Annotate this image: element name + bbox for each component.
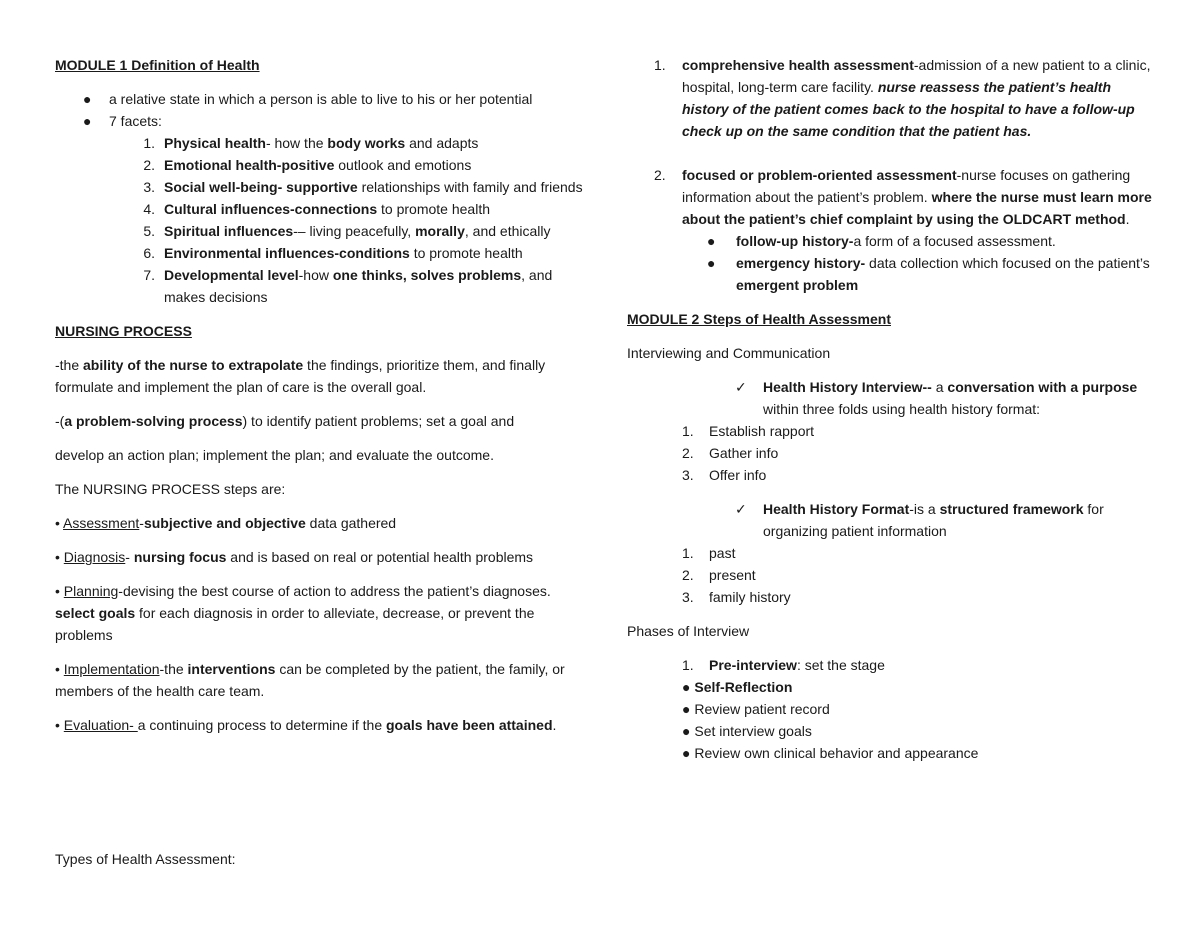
- list-number: 1.: [682, 657, 694, 673]
- list-number: 7.: [143, 267, 155, 283]
- step-bold: nursing focus: [133, 549, 227, 565]
- np2-pre: -(: [55, 413, 65, 429]
- facet-text: [55, 176, 585, 198]
- step-name: Diagnosis: [63, 549, 126, 565]
- facet-bold-2: morally: [415, 223, 465, 239]
- assessment-type-1: [627, 54, 1157, 142]
- list-item: [627, 420, 1157, 442]
- list-number: 5.: [143, 223, 155, 239]
- facet-text: [55, 154, 585, 176]
- pre-bold: Pre-interview: [709, 657, 797, 673]
- bullet-icon: ●: [682, 679, 695, 695]
- assess2-bold2: where the nurse must learn more about the patient’s chief complaint by using the OLDCART method: [682, 189, 1152, 227]
- facets-list: [55, 132, 585, 308]
- step-item: [55, 546, 585, 568]
- facet-bold: Physical health: [164, 135, 266, 151]
- facet-text: [55, 198, 585, 220]
- list-item: [682, 742, 1157, 764]
- list-item-text: Review patient record: [694, 701, 830, 717]
- step-item: [55, 658, 585, 702]
- list-number: 1.: [654, 57, 666, 73]
- facet-normal-2: , and ethically: [464, 223, 551, 239]
- list-number: 2.: [682, 445, 694, 461]
- facet-item: [55, 242, 585, 264]
- hhi-text2: within three folds using health history format:: [763, 401, 1041, 417]
- list-item: [682, 720, 1157, 742]
- facet-item: [55, 176, 585, 198]
- facet-normal-2: , and makes decisions: [164, 267, 553, 305]
- list-item: [627, 252, 1157, 296]
- health-history-format: [627, 498, 1157, 542]
- np1-post: the findings, prioritize them, and finally formulate and implement the plan of care is the overall goal.: [55, 357, 546, 395]
- bullet-icon: •: [55, 549, 64, 565]
- interviewing-heading: Interviewing and Communication: [627, 345, 831, 361]
- list-item: [55, 110, 585, 132]
- list-item: [682, 698, 1157, 720]
- checkmark-icon: ✓: [735, 379, 747, 395]
- facet-bold: Spiritual influences: [164, 223, 294, 239]
- steps-intro: The NURSING PROCESS steps are:: [55, 481, 286, 497]
- phase-bullets: [627, 676, 1157, 764]
- facet-normal: to promote health: [377, 201, 490, 217]
- step-text: and is based on real or potential health problems: [226, 549, 534, 565]
- bullet-icon: •: [55, 717, 64, 733]
- step-text-2: .: [552, 717, 557, 733]
- hhi-list: [627, 420, 1157, 486]
- list-item-text: Offer info: [709, 467, 767, 483]
- step-sep: -the: [159, 661, 188, 677]
- checkmark-icon: ✓: [735, 501, 747, 517]
- step-text: data gathered: [305, 515, 397, 531]
- pre-interview-item: [627, 654, 1157, 676]
- facet-normal: relationships with family and friends: [357, 179, 583, 195]
- list-number: 2.: [682, 567, 694, 583]
- facet-text: [55, 220, 585, 242]
- assess2-bold: focused or problem-oriented assessment: [682, 167, 957, 183]
- list-item-text: present: [709, 567, 756, 583]
- bullet-icon: •: [55, 583, 64, 599]
- nursing-process-title: NURSING PROCESS: [55, 323, 192, 339]
- np1-pre: -the: [55, 357, 84, 373]
- step-text-2: for each diagnosis in order to alleviate, decrease, or prevent the problems: [55, 605, 535, 643]
- step-name: Evaluation-: [63, 717, 138, 733]
- list-item-text: family history: [709, 589, 791, 605]
- list-item: [627, 564, 1157, 586]
- step-text: can be completed by the patient, the family, or members of the health care team.: [55, 661, 565, 699]
- list-number: 3.: [682, 589, 694, 605]
- facet-item: [55, 198, 585, 220]
- facet-normal: to promote health: [409, 245, 523, 261]
- step-text: a continuing process to determine if the: [137, 717, 386, 733]
- list-number: 1.: [682, 545, 694, 561]
- hhf-bold2: structured framework: [939, 501, 1084, 517]
- assess2-end: .: [1125, 211, 1130, 227]
- list-item: [627, 542, 1157, 564]
- facet-item: [55, 132, 585, 154]
- types-title: Types of Health Assessment:: [55, 851, 236, 867]
- bullet-icon: •: [55, 661, 64, 677]
- step-text: -devising the best course of action to address the patient’s diagnoses.: [118, 583, 551, 599]
- left-column: [55, 54, 585, 867]
- hhi-text1: a: [931, 379, 948, 395]
- np2-bold: a problem-solving process: [64, 413, 243, 429]
- list-number: 1.: [143, 135, 155, 151]
- bullet-icon: ●: [682, 701, 695, 717]
- bullet-icon: ●: [682, 723, 695, 739]
- facet-normal-2: and adapts: [405, 135, 479, 151]
- sub-bold: emergency history-: [736, 255, 866, 271]
- health-history-interview: [627, 376, 1157, 420]
- facet-item: [55, 154, 585, 176]
- list-number: 1.: [682, 423, 694, 439]
- facet-text: [55, 264, 585, 308]
- module2-title: MODULE 2 Steps of Health Assessment: [627, 311, 891, 327]
- sub-bold: follow-up history-: [736, 233, 854, 249]
- list-item: [627, 442, 1157, 464]
- assess2-text: -nurse focuses on gathering information about the patient’s problem.: [682, 167, 1131, 205]
- list-number: 2.: [143, 157, 155, 173]
- list-item: [627, 464, 1157, 486]
- list-number: 6.: [143, 245, 155, 261]
- bullet-icon: ●: [83, 91, 92, 107]
- hhf-text: -is a: [909, 501, 940, 517]
- list-item-text: 7 facets:: [109, 113, 162, 129]
- facet-bold: Cultural influences-connections: [164, 201, 378, 217]
- list-item-text: Self-Reflection: [694, 679, 793, 695]
- facet-text: [55, 242, 585, 264]
- step-item: [55, 714, 585, 736]
- step-bold-2: goals have been attained: [386, 717, 553, 733]
- bullet-icon: ●: [707, 233, 716, 249]
- hhi-bold: Health History Interview--: [763, 379, 932, 395]
- np-paragraph-3: develop an action plan; implement the plan; and evaluate the outcome.: [55, 447, 494, 463]
- facet-bold-2: one thinks, solves problems: [332, 267, 522, 283]
- hhf-text2: for organizing patient information: [763, 501, 1104, 539]
- list-item: [627, 230, 1157, 252]
- facet-text: [55, 132, 585, 154]
- facet-normal: -– living peacefully,: [293, 223, 416, 239]
- facet-bold: Developmental level: [164, 267, 299, 283]
- list-item-text: a relative state in which a person is able to live to his or her potential: [109, 91, 533, 107]
- step-bold: interventions: [187, 661, 276, 677]
- facet-item: [55, 220, 585, 242]
- list-item: [55, 88, 585, 110]
- sub-bold2: emergent problem: [736, 277, 859, 293]
- facet-bold: Social well-being- supportive: [164, 179, 358, 195]
- list-item-text: Gather info: [709, 445, 779, 461]
- step-name: Assessment: [63, 515, 140, 531]
- facet-bold: Environmental influences-conditions: [164, 245, 410, 261]
- step-name: Implementation: [63, 661, 160, 677]
- np2-post: ) to identify patient problems; set a goal and: [242, 413, 515, 429]
- facet-normal: -how: [298, 267, 333, 283]
- np1-bold: ability of the nurse to extrapolate: [83, 357, 304, 373]
- bullet-icon: ●: [83, 113, 92, 129]
- hhf-bold: Health History Format: [763, 501, 910, 517]
- facet-bold: Emotional health-positive: [164, 157, 335, 173]
- sub-text: a form of a focused assessment.: [853, 233, 1056, 249]
- hhf-list: [627, 542, 1157, 608]
- phases-title: Phases of Interview: [627, 623, 750, 639]
- step-bold-2: select goals: [55, 605, 136, 621]
- list-item-text: Review own clinical behavior and appearance: [694, 745, 979, 761]
- list-number: 3.: [143, 179, 155, 195]
- np-paragraph-1: [55, 354, 585, 398]
- list-item: [627, 586, 1157, 608]
- assess1-bold: comprehensive health assessment: [682, 57, 914, 73]
- sub-text: data collection which focused on the patient’s: [865, 255, 1150, 271]
- assess1-italic: nurse reassess the patient’s health history of the patient comes back to the hospital to have a follow-up check up on the same condition that the patient has.: [682, 79, 1135, 139]
- list-number: 2.: [654, 167, 666, 183]
- step-sep: -: [139, 515, 144, 531]
- step-name: Planning: [63, 583, 119, 599]
- facet-item: [55, 264, 585, 308]
- hhi-bold2: conversation with a purpose: [947, 379, 1138, 395]
- list-number: 3.: [682, 467, 694, 483]
- facet-normal: - how the: [265, 135, 328, 151]
- bullet-icon: ●: [682, 745, 695, 761]
- assessment-type-2: [627, 164, 1157, 230]
- step-bold: subjective and objective: [143, 515, 306, 531]
- right-column: [627, 54, 1157, 764]
- pre-text: : set the stage: [796, 657, 885, 673]
- list-item-text: Set interview goals: [694, 723, 812, 739]
- list-number: 4.: [143, 201, 155, 217]
- module1-title: MODULE 1 Definition of Health: [55, 57, 260, 73]
- np-paragraph-2: [55, 410, 585, 432]
- step-item: [55, 580, 585, 646]
- bullet-icon: ●: [707, 255, 716, 271]
- list-item: [682, 676, 1157, 698]
- list-item-text: Establish rapport: [709, 423, 815, 439]
- step-sep: -: [125, 549, 134, 565]
- step-item: [55, 512, 585, 534]
- steps-list: [55, 512, 585, 736]
- facet-bold-2: body works: [327, 135, 406, 151]
- facet-normal: outlook and emotions: [334, 157, 472, 173]
- assess1-text: -admission of a new patient to a clinic, hospital, long-term care facility.: [682, 57, 1151, 95]
- list-item-text: past: [709, 545, 736, 561]
- bullet-icon: •: [55, 515, 64, 531]
